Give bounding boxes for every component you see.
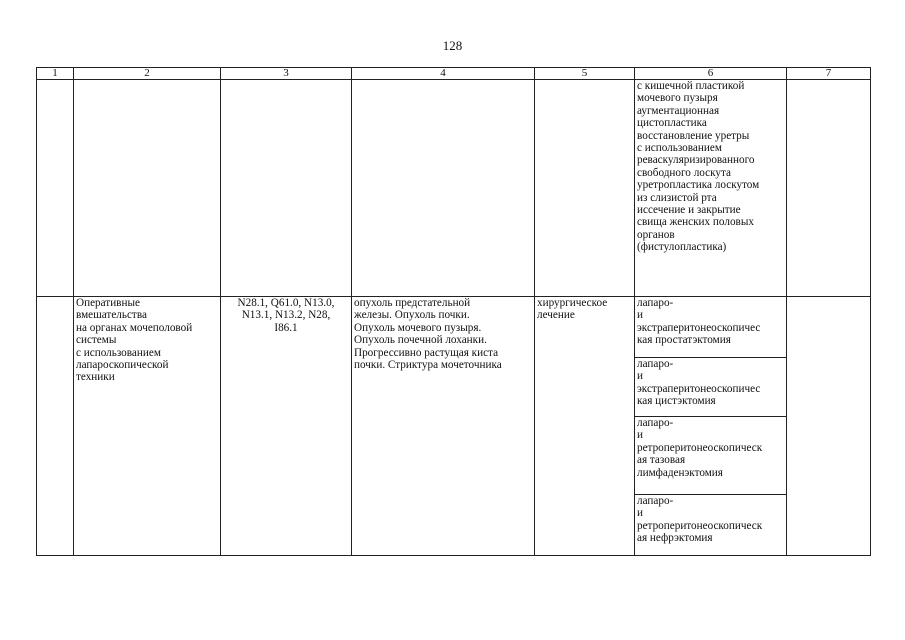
cont-method-line: реваскуляризированного (637, 154, 755, 167)
cont-col2 (74, 80, 221, 297)
treatment-type-cell (535, 297, 635, 556)
icd-codes-line: I86.1 (274, 321, 298, 334)
intervention-name-line: с использованием (76, 346, 161, 359)
diagnosis-line: Опухоль почечной лоханки. (354, 334, 487, 347)
method-cell-lymphadenectomy (635, 417, 787, 495)
cont-method-line: с использованием (637, 142, 722, 155)
continuation-row (37, 80, 871, 297)
method-cell-prostatectomy (635, 297, 787, 358)
method-cell-cystectomy (635, 358, 787, 417)
diagnosis-line: Опухоль мочевого пузыря. (354, 321, 482, 334)
method-line: лимфаденэктомия (637, 466, 723, 479)
intervention-name-line: на органах мочеполовой (76, 321, 193, 334)
intervention-name-line: вмешательства (76, 309, 147, 322)
method-line: ая нефрэктомия (637, 532, 713, 545)
cont-col3 (221, 80, 352, 297)
method-line: ретроперитонеоскопическ (637, 519, 763, 532)
intervention-name-line: Оперативные (76, 297, 140, 309)
intervention-name-line: лапароскопической (76, 359, 169, 372)
intervention-name-line: системы (76, 334, 117, 347)
diagnosis-line: железы. Опухоль почки. (354, 309, 470, 322)
cont-method-line: иссечение и закрытие (637, 204, 741, 217)
row-col7 (787, 297, 871, 556)
cont-method-line: аугментационная (637, 104, 720, 117)
column-number-1: 1 (37, 68, 74, 80)
method-line: кая простатэктомия (637, 334, 731, 347)
intervention-name-line: техники (76, 371, 115, 384)
method-line: лапаро- (637, 297, 674, 309)
icd-codes-line: N28.1, Q61.0, N13.0, (237, 297, 335, 309)
cont-method-line: мочевого пузыря (637, 92, 718, 105)
method-cell-nephrectomy (635, 495, 787, 556)
cont-method-line: из слизистой рта (637, 191, 717, 204)
cont-method-line: с кишечной пластикой (637, 80, 745, 92)
method-line: и (637, 309, 643, 322)
icd-codes-line: N13.1, N13.2, N28, (241, 309, 331, 322)
cont-col4 (352, 80, 535, 297)
cont-method-line: свища женских половых (637, 216, 754, 229)
cont-method-line: уретропластика лоскутом (637, 179, 760, 192)
cont-method-line: свободного лоскута (637, 166, 731, 179)
diagnosis-line: опухоль предстательной (354, 297, 471, 309)
column-number-4: 4 (352, 68, 535, 80)
medical-services-table (36, 67, 871, 556)
column-number-6: 6 (635, 68, 787, 80)
method-line: и (637, 507, 643, 520)
method-line: лапаро- (637, 495, 674, 507)
page-number: 128 (442, 38, 463, 53)
column-numbers-row (37, 68, 871, 80)
icd-codes-cell (221, 297, 352, 556)
column-number-7: 7 (787, 68, 871, 80)
method-line: лапаро- (637, 358, 674, 370)
cont-method-line: цистопластика (637, 117, 707, 130)
method-line: и (637, 429, 643, 442)
method-line: экстраперитонеоскопичес (637, 321, 761, 334)
intervention-name-cell (74, 297, 221, 556)
cont-col5 (535, 80, 635, 297)
cont-method-line: восстановление уретры (637, 129, 750, 142)
method-line: ая тазовая (637, 454, 686, 467)
cont-method-line: (фистулопластика) (637, 241, 727, 254)
treatment-type-line: хирургическое (537, 297, 608, 309)
column-number-5: 5 (535, 68, 635, 80)
cont-col1 (37, 80, 74, 297)
method-line: кая цистэктомия (637, 395, 716, 408)
diagnosis-cell (352, 297, 535, 556)
method-line: ретроперитонеоскопическ (637, 441, 763, 454)
method-line: и (637, 370, 643, 383)
diagnosis-line: Прогрессивно растущая киста (354, 346, 499, 359)
cont-col7 (787, 80, 871, 297)
row-col1 (37, 297, 74, 556)
diagnosis-line: почки. Стриктура мочеточника (354, 359, 502, 372)
treatment-type-line: лечение (537, 309, 575, 322)
laparoscopic-row (37, 297, 871, 358)
column-number-3: 3 (221, 68, 352, 80)
column-number-2: 2 (74, 68, 221, 80)
cont-methods-cell (635, 80, 787, 297)
method-line: лапаро- (637, 417, 674, 429)
cont-method-line: органов (637, 228, 675, 241)
method-line: экстраперитонеоскопичес (637, 382, 761, 395)
